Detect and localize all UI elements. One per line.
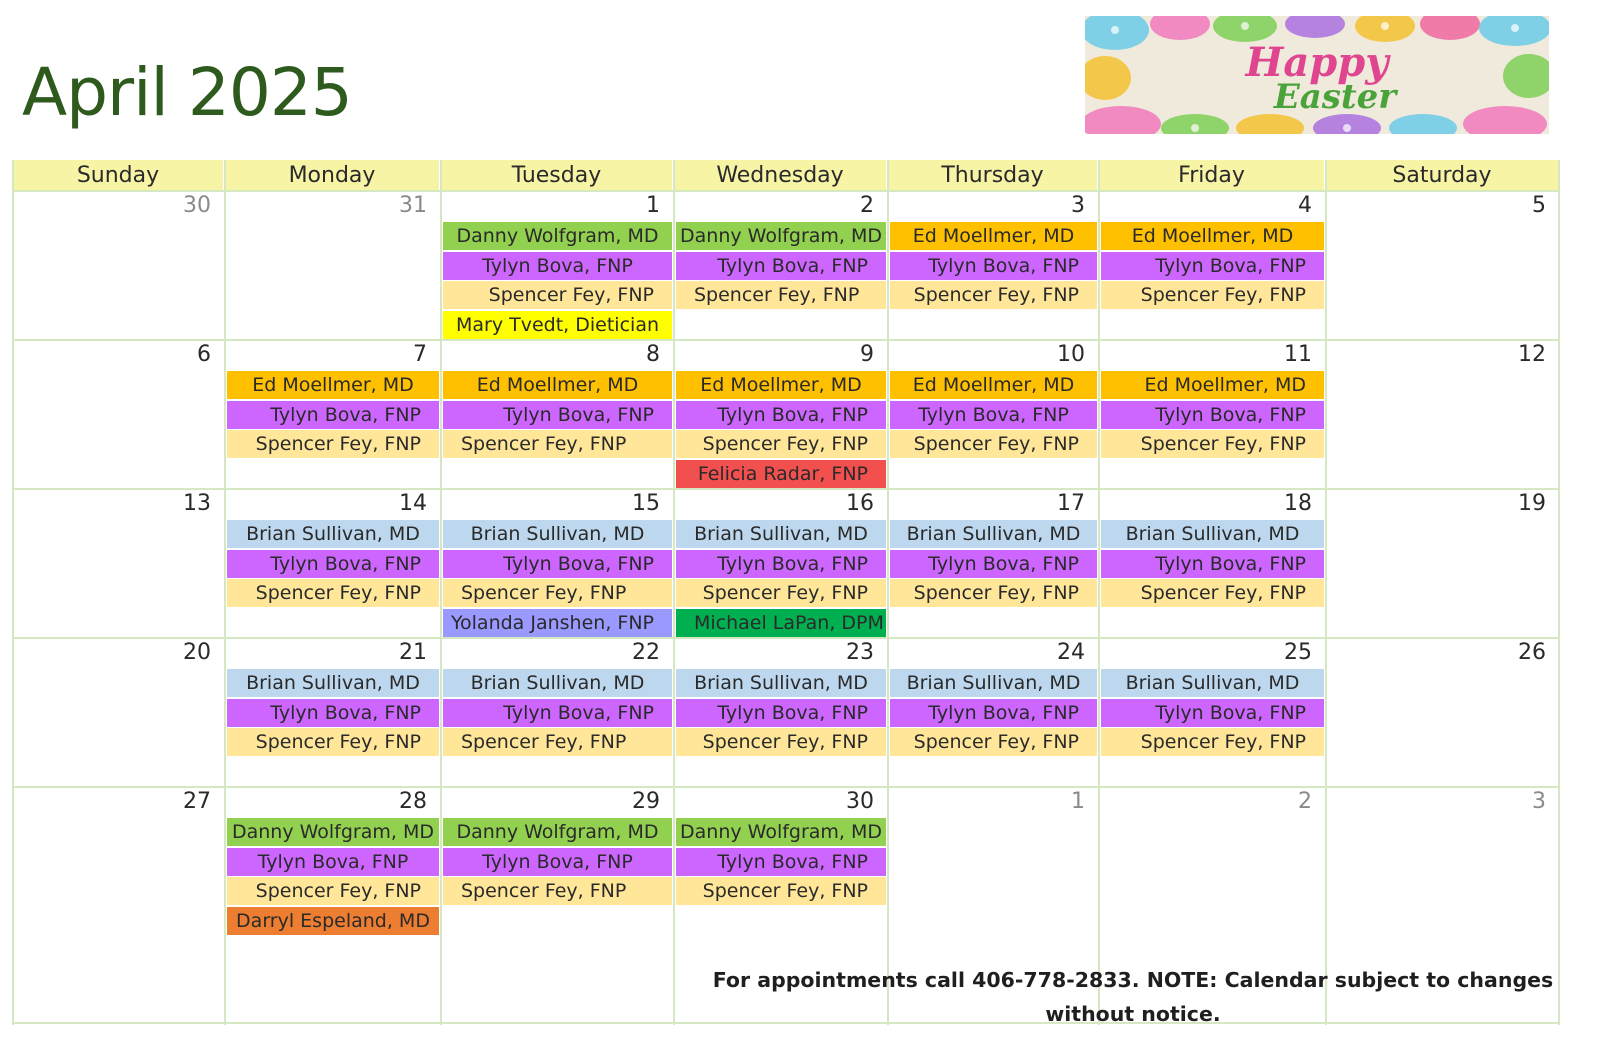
- provider-entry: Brian Sullivan, MD: [443, 520, 672, 548]
- weekday-header: Wednesday: [674, 160, 886, 191]
- provider-entry: Spencer Fey, FNP: [227, 430, 439, 458]
- provider-entry: Tylyn Bova, FNP: [1101, 401, 1324, 429]
- provider-entry: Ed Moellmer, MD: [1101, 222, 1324, 250]
- weekday-header: Saturday: [1326, 160, 1558, 191]
- provider-entry: Tylyn Bova, FNP: [890, 401, 1097, 429]
- day-number: 26: [1518, 640, 1546, 665]
- grid-line: [224, 160, 226, 1025]
- weekday-header: Sunday: [13, 160, 223, 191]
- day-number: 11: [1284, 342, 1312, 367]
- day-number: 8: [646, 342, 660, 367]
- provider-entry: Tylyn Bova, FNP: [227, 848, 439, 876]
- day-number: 30: [846, 789, 874, 814]
- provider-entry: Spencer Fey, FNP: [443, 728, 672, 756]
- day-number: 3: [1532, 789, 1546, 814]
- day-number: 10: [1057, 342, 1085, 367]
- day-number: 5: [1532, 193, 1546, 218]
- grid-line: [440, 160, 442, 1025]
- provider-entry: Brian Sullivan, MD: [676, 520, 886, 548]
- provider-entry: Brian Sullivan, MD: [890, 520, 1097, 548]
- appointments-note: For appointments call 406-778-2833. NOTE: Calendar subject to changes without notice.: [712, 968, 1554, 1026]
- provider-entry: Spencer Fey, FNP: [676, 579, 886, 607]
- provider-entry: Spencer Fey, FNP: [890, 430, 1097, 458]
- weekday-header: Friday: [1099, 160, 1324, 191]
- day-number: 1: [1071, 789, 1085, 814]
- provider-entry: Spencer Fey, FNP: [443, 579, 672, 607]
- easter-eggs-illustration: [1085, 16, 1549, 134]
- provider-entry: Tylyn Bova, FNP: [1101, 550, 1324, 578]
- provider-entry: Spencer Fey, FNP: [443, 430, 672, 458]
- provider-entry: Ed Moellmer, MD: [676, 371, 886, 399]
- grid-line: [13, 339, 1560, 341]
- provider-entry: Tylyn Bova, FNP: [1101, 252, 1324, 280]
- day-number: 30: [183, 193, 211, 218]
- day-number: 25: [1284, 640, 1312, 665]
- day-number: 18: [1284, 491, 1312, 516]
- provider-entry: Brian Sullivan, MD: [676, 669, 886, 697]
- day-number: 23: [846, 640, 874, 665]
- weekday-header: Thursday: [888, 160, 1097, 191]
- provider-entry: Brian Sullivan, MD: [227, 669, 439, 697]
- provider-entry: Danny Wolfgram, MD: [676, 222, 886, 250]
- provider-entry: Ed Moellmer, MD: [227, 371, 439, 399]
- provider-entry: Spencer Fey, FNP: [890, 281, 1097, 309]
- provider-entry: Spencer Fey, FNP: [227, 579, 439, 607]
- day-number: 13: [183, 491, 211, 516]
- provider-entry: Brian Sullivan, MD: [443, 669, 672, 697]
- provider-entry: Tylyn Bova, FNP: [443, 550, 672, 578]
- grid-line: [887, 160, 889, 1025]
- provider-entry: Spencer Fey, FNP: [1101, 579, 1324, 607]
- day-number: 19: [1518, 491, 1546, 516]
- provider-entry: Tylyn Bova, FNP: [227, 550, 439, 578]
- provider-entry: Spencer Fey, FNP: [676, 728, 886, 756]
- provider-entry: Ed Moellmer, MD: [890, 371, 1097, 399]
- provider-entry: Brian Sullivan, MD: [890, 669, 1097, 697]
- provider-entry: Spencer Fey, FNP: [890, 579, 1097, 607]
- day-number: 15: [632, 491, 660, 516]
- provider-entry: Spencer Fey, FNP: [1101, 728, 1324, 756]
- provider-entry: Brian Sullivan, MD: [1101, 669, 1324, 697]
- day-number: 2: [860, 193, 874, 218]
- provider-entry: Spencer Fey, FNP: [676, 877, 886, 905]
- provider-entry: Spencer Fey, FNP: [227, 728, 439, 756]
- provider-entry: Spencer Fey, FNP: [676, 430, 886, 458]
- provider-entry: Tylyn Bova, FNP: [676, 699, 886, 727]
- provider-entry: Spencer Fey, FNP: [227, 877, 439, 905]
- grid-line: [13, 637, 1560, 639]
- day-number: 17: [1057, 491, 1085, 516]
- provider-entry: Spencer Fey, FNP: [676, 281, 886, 309]
- day-number: 16: [846, 491, 874, 516]
- day-number: 22: [632, 640, 660, 665]
- provider-entry: Darryl Espeland, MD: [227, 907, 439, 935]
- provider-entry: Michael LaPan, DPM: [676, 609, 886, 637]
- provider-entry: Tylyn Bova, FNP: [443, 252, 672, 280]
- day-number: 7: [413, 342, 427, 367]
- provider-entry: Danny Wolfgram, MD: [443, 222, 672, 250]
- provider-entry: Spencer Fey, FNP: [1101, 430, 1324, 458]
- day-number: 20: [183, 640, 211, 665]
- provider-entry: Tylyn Bova, FNP: [676, 252, 886, 280]
- grid-line: [12, 160, 14, 1025]
- calendar-grid: [13, 160, 1593, 1047]
- provider-entry: Brian Sullivan, MD: [1101, 520, 1324, 548]
- grid-line: [13, 488, 1560, 490]
- easter-banner-text: Easter: [1273, 77, 1397, 117]
- provider-entry: Spencer Fey, FNP: [443, 877, 672, 905]
- provider-entry: Tylyn Bova, FNP: [890, 550, 1097, 578]
- provider-entry: Tylyn Bova, FNP: [676, 550, 886, 578]
- day-number: 4: [1298, 193, 1312, 218]
- weekday-header: Monday: [225, 160, 439, 191]
- provider-entry: Brian Sullivan, MD: [227, 520, 439, 548]
- provider-entry: Tylyn Bova, FNP: [443, 848, 672, 876]
- provider-entry: Ed Moellmer, MD: [443, 371, 672, 399]
- provider-entry: Spencer Fey, FNP: [890, 728, 1097, 756]
- grid-line: [673, 160, 675, 1025]
- grid-line: [13, 786, 1560, 788]
- grid-line: [1325, 160, 1327, 1025]
- provider-entry: Yolanda Janshen, FNP: [443, 609, 672, 637]
- day-number: 24: [1057, 640, 1085, 665]
- provider-entry: Tylyn Bova, FNP: [890, 699, 1097, 727]
- provider-entry: Tylyn Bova, FNP: [443, 401, 672, 429]
- day-number: 14: [399, 491, 427, 516]
- day-number: 2: [1298, 789, 1312, 814]
- day-number: 12: [1518, 342, 1546, 367]
- grid-line: [1098, 160, 1100, 1025]
- provider-entry: Tylyn Bova, FNP: [227, 401, 439, 429]
- provider-entry: Ed Moellmer, MD: [1101, 371, 1324, 399]
- provider-entry: Tylyn Bova, FNP: [443, 699, 672, 727]
- day-number: 3: [1071, 193, 1085, 218]
- provider-entry: Tylyn Bova, FNP: [890, 252, 1097, 280]
- day-number: 9: [860, 342, 874, 367]
- happy-banner-text: Happy: [1245, 39, 1389, 86]
- provider-entry: Danny Wolfgram, MD: [443, 818, 672, 846]
- provider-entry: Tylyn Bova, FNP: [676, 848, 886, 876]
- easter-banner-image: [1085, 16, 1549, 134]
- page-title: April 2025: [22, 54, 352, 131]
- day-number: 21: [399, 640, 427, 665]
- provider-entry: Mary Tvedt, Dietician: [443, 311, 672, 339]
- provider-entry: Danny Wolfgram, MD: [676, 818, 886, 846]
- day-number: 29: [632, 789, 660, 814]
- provider-entry: Tylyn Bova, FNP: [676, 401, 886, 429]
- weekday-header: Tuesday: [441, 160, 672, 191]
- day-number: 1: [646, 193, 660, 218]
- day-number: 27: [183, 789, 211, 814]
- day-number: 28: [399, 789, 427, 814]
- provider-entry: Danny Wolfgram, MD: [227, 818, 439, 846]
- day-number: 31: [399, 193, 427, 218]
- provider-entry: Spencer Fey, FNP: [1101, 281, 1324, 309]
- provider-entry: Felicia Radar, FNP: [676, 460, 886, 488]
- grid-line: [13, 190, 1560, 192]
- provider-entry: Tylyn Bova, FNP: [227, 699, 439, 727]
- provider-entry: Tylyn Bova, FNP: [1101, 699, 1324, 727]
- provider-entry: Spencer Fey, FNP: [443, 281, 672, 309]
- grid-line: [1558, 160, 1560, 1025]
- provider-entry: Ed Moellmer, MD: [890, 222, 1097, 250]
- day-number: 6: [197, 342, 211, 367]
